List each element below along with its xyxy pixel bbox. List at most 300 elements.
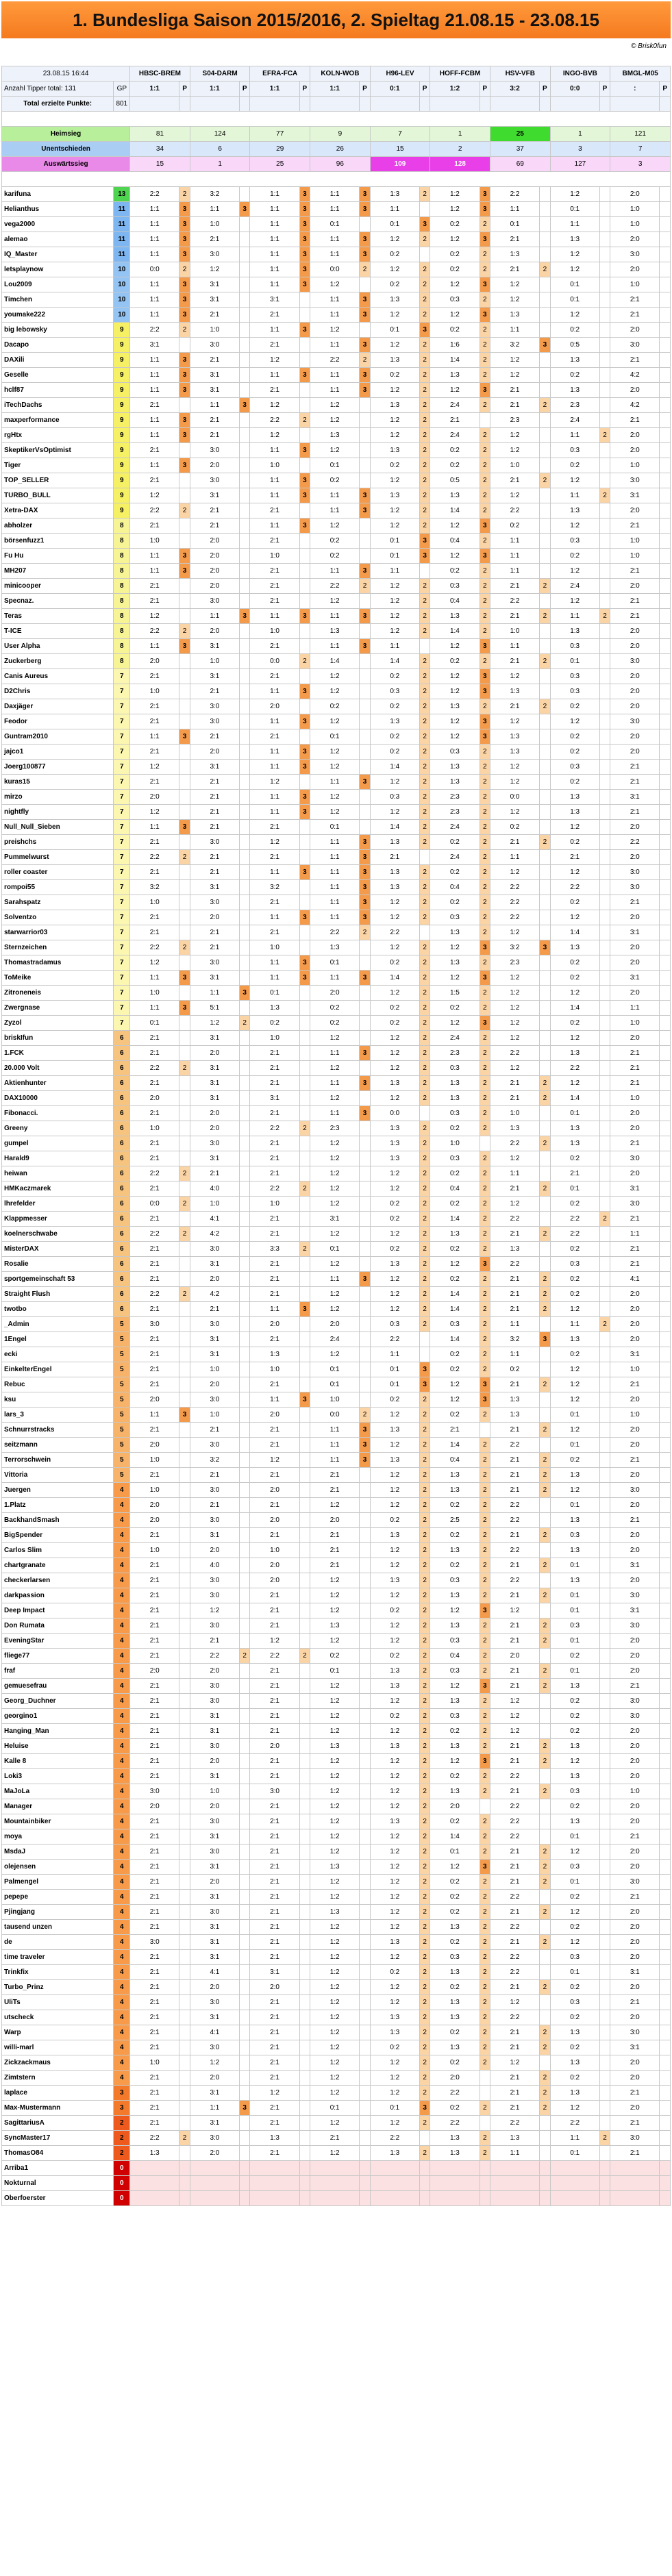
tip-points-cell: 2 [419,232,430,247]
tip-points-cell [540,684,550,699]
tip-cell: 1:3 [550,1573,599,1588]
tip-points-cell [240,1302,250,1317]
tip-points-cell [240,368,250,383]
tip-points-cell [240,1890,250,1905]
tip-cell: 0:1 [550,1181,599,1197]
tip-cell: 2:2 [490,187,539,202]
tip-cell: 1:2 [550,1362,599,1377]
tip-points-cell [540,549,550,564]
tip-points-cell [660,323,671,338]
tip-cell: 0:3 [430,1709,480,1724]
tip-cell: 1:0 [490,624,539,639]
tip-cell: 0:2 [550,1016,599,1031]
tip-cell: 1:2 [370,1588,419,1603]
tip-points-cell: 3 [299,323,310,338]
tip-points-cell [540,488,550,503]
tip-cell: 2:1 [610,775,660,790]
tip-points-cell: 2 [419,1151,430,1166]
tip-cell: 1:2 [430,202,480,217]
tip-cell: 2:1 [370,850,419,865]
tip-cell: 1:0 [130,1121,179,1136]
tip-points-cell [599,217,610,232]
player-gp-cell: 4 [114,1588,130,1603]
tip-points-cell [419,850,430,865]
tip-cell: 1:2 [550,473,599,488]
tip-cell: 2:1 [610,1513,660,1528]
tip-cell: 2:1 [610,1061,660,1076]
tip-points-cell [599,1995,610,2010]
tip-points-cell [179,1483,190,1498]
tip-cell: 2:0 [610,699,660,714]
tip-cell: 1:1 [250,971,299,986]
tip-points-cell: 3 [360,308,370,323]
tip-cell: 2:1 [130,1332,179,1347]
tip-cell: 3:2 [490,338,539,353]
tip-cell: 1:1 [250,518,299,534]
tip-points-cell [240,910,250,925]
player-name-cell: Zyzol [2,1016,114,1031]
tip-cell: 4:1 [190,1965,239,1980]
tip-cell: 3:0 [190,1694,239,1709]
player-name-cell: Rebuc [2,1377,114,1392]
tip-cell: 1:2 [370,1166,419,1181]
tip-cell: 5:1 [190,1001,239,1016]
tip-cell: 2:1 [130,1076,179,1091]
tip-points-cell [540,1769,550,1784]
tip-points-cell [240,2040,250,2055]
tip-cell: 2:1 [130,398,179,413]
tip-points-cell: 2 [419,1558,430,1573]
tip-points-cell: 2 [419,775,430,790]
tip-cell: 2:1 [130,1031,179,1046]
player-gp-cell: 4 [114,1603,130,1618]
tip-cell: 2:2 [130,2131,179,2146]
tip-points-cell: 2 [480,1302,490,1317]
tip-cell: 3:2 [250,880,299,895]
player-name-cell: iTechDachs [2,398,114,413]
tip-cell: 3:1 [190,1769,239,1784]
tip-points-cell [360,1151,370,1166]
tip-cell: 0:2 [370,1965,419,1980]
player-gp-cell: 6 [114,1031,130,1046]
tip-cell: 1:2 [370,1061,419,1076]
player-name-cell: abholzer [2,518,114,534]
tip-points-cell [299,1377,310,1392]
tip-cell: 1:3 [490,729,539,745]
blank-cell [179,97,190,112]
tip-points-cell: 2 [480,1483,490,1498]
tip-points-cell [240,488,250,503]
tip-points-cell: 2 [360,1408,370,1423]
tip-points-cell: 2 [299,413,310,428]
tip-points-cell [179,1618,190,1634]
match-name-cell: INGO-BVB [550,66,610,82]
tip-cell: 1:1 [310,292,360,308]
tip-cell: 0:2 [430,1498,480,1513]
tip-cell: 1:2 [370,1031,419,1046]
tip-points-cell: 2 [480,1091,490,1106]
player-name-cell: sportgemeinschaft 53 [2,1272,114,1287]
tip-points-cell [660,1528,671,1543]
tip-points-cell [240,1543,250,1558]
blank-cell [360,97,370,112]
player-row [2,624,671,639]
tip-cell: 2:2 [250,413,299,428]
tip-cell: 2:0 [610,1031,660,1046]
tip-cell: 1:1 [370,639,419,654]
tip-points-cell [179,1317,190,1332]
tip-cell: 2:0 [430,1799,480,1814]
tip-cell: 1:2 [310,1181,360,1197]
tip-cell: 2:1 [490,1227,539,1242]
tip-points-cell [540,534,550,549]
tip-cell: 0:2 [550,1694,599,1709]
player-row [2,669,671,684]
tip-cell: 2:1 [610,805,660,820]
tip-points-cell: 3 [480,714,490,729]
tip-points-cell: 2 [419,1408,430,1423]
tip-cell: 1:0 [250,940,299,955]
tip-points-cell: 2 [480,895,490,910]
tip-cell: 2:1 [490,2101,539,2116]
player-row [2,1121,671,1136]
tip-points-cell [599,262,610,277]
tip-points-cell: 2 [419,1197,430,1212]
tip-cell: 0:1 [430,1845,480,1860]
tip-cell: 1:2 [370,308,419,323]
player-name-cell: TURBO_BULL [2,488,114,503]
player-row [2,925,671,940]
player-name-cell: gemuesefrau [2,1679,114,1694]
tip-cell [550,2176,599,2191]
tip-cell: 2:2 [490,1136,539,1151]
tip-cell: 1:2 [250,428,299,443]
result-cell: 1:2 [430,82,480,97]
player-name-cell: chartgranate [2,1558,114,1573]
tip-points-cell [660,654,671,669]
tip-cell: 0:4 [430,594,480,609]
tip-cell: 0:2 [370,1603,419,1618]
tip-points-cell: 3 [299,805,310,820]
tip-cell: 1:0 [190,1197,239,1212]
tip-points-cell [179,1920,190,1935]
tip-points-cell [299,699,310,714]
tip-points-cell [540,443,550,458]
tip-points-cell [360,323,370,338]
tip-points-cell: 2 [419,1453,430,1468]
player-name-cell: HMKaczmarek [2,1181,114,1197]
tip-points-cell: 3 [179,820,190,835]
tip-cell: 1:3 [430,1995,480,2010]
tip-points-cell [660,2101,671,2116]
tip-cell: 2:1 [490,1181,539,1197]
player-gp-cell: 6 [114,1151,130,1166]
tip-cell: 1:1 [310,338,360,353]
tip-cell: 1:1 [310,1438,360,1453]
tip-cell: 2:1 [490,1377,539,1392]
tip-cell: 3:1 [190,1061,239,1076]
tip-points-cell [660,1061,671,1076]
tip-points-cell: 3 [360,187,370,202]
credit-label: © Brisk0fun [631,42,667,50]
player-row [2,1618,671,1634]
blank-cell [250,97,299,112]
tip-points-cell: 2 [419,277,430,292]
tip-cell: 1:2 [370,940,419,955]
tip-cell: 3:0 [190,1995,239,2010]
tip-points-cell: 2 [480,473,490,488]
tip-points-cell [540,1061,550,1076]
tip-cell: 2:1 [490,609,539,624]
tip-cell: 2:1 [250,1136,299,1151]
tip-cell: 1:2 [550,1392,599,1408]
tip-cell [250,2176,299,2191]
tip-points-cell [179,1438,190,1453]
tip-cell: 1:2 [370,1769,419,1784]
tip-cell: 1:2 [250,835,299,850]
tip-cell: 2:1 [250,1151,299,1166]
player-name-cell: Fibonacci. [2,1106,114,1121]
tip-cell: 2:2 [370,1332,419,1347]
player-gp-cell: 4 [114,1860,130,1875]
player-row [2,428,671,443]
tip-cell: 2:0 [190,1106,239,1121]
player-row [2,850,671,865]
tip-points-cell: 3 [419,534,430,549]
tip-points-cell [599,654,610,669]
tip-points-cell: 2 [419,865,430,880]
tip-cell: 1:3 [310,624,360,639]
tip-cell: 2:0 [610,1724,660,1739]
tip-points-cell: 2 [419,1980,430,1995]
tip-points-cell [660,925,671,940]
tip-points-cell [360,1980,370,1995]
tip-cell: 2:0 [190,549,239,564]
tip-cell: 2:1 [130,1709,179,1724]
tip-points-cell: 2 [419,1212,430,1227]
tip-cell: 1:2 [490,1694,539,1709]
tip-cell: 3:1 [190,292,239,308]
tip-points-cell [540,1543,550,1558]
tip-points-cell [299,1905,310,1920]
tip-points-cell [240,1001,250,1016]
tip-points-cell [240,338,250,353]
tip-cell: 1:2 [370,609,419,624]
tip-points-cell: 2 [480,1995,490,2010]
tip-points-cell [660,413,671,428]
player-name-cell: Zickzackmaus [2,2055,114,2071]
player-gp-cell: 8 [114,609,130,624]
tip-cell: 1:2 [550,1905,599,1920]
tip-points-cell [540,1649,550,1664]
tip-points-cell [660,1166,671,1181]
tip-points-cell [360,1618,370,1634]
tip-cell: 0:2 [550,1890,599,1905]
tip-cell: 2:0 [610,745,660,760]
tip-cell: 1:0 [190,1362,239,1377]
tip-cell: 3:0 [610,338,660,353]
tip-points-cell [179,1980,190,1995]
tip-cell: 1:2 [490,971,539,986]
player-gp-cell: 10 [114,308,130,323]
tip-cell: 2:1 [490,1302,539,1317]
tip-cell: 0:2 [370,1197,419,1212]
tip-cell: 1:2 [550,986,599,1001]
tip-cell: 0:1 [370,1362,419,1377]
player-name-cell: DAX10000 [2,1091,114,1106]
blank-cell [480,97,490,112]
player-gp-cell: 9 [114,413,130,428]
tip-cell: 1:0 [130,2055,179,2071]
tip-cell: 2:1 [250,1438,299,1453]
tip-cell: 1:2 [370,473,419,488]
tip-cell: 1:4 [370,654,419,669]
tip-points-cell: 3 [480,383,490,398]
tip-points-cell: 2 [480,353,490,368]
tip-cell: 1:2 [550,1483,599,1498]
tip-cell: 2:2 [490,1498,539,1513]
tip-cell: 2:1 [490,1287,539,1302]
tip-points-cell [240,760,250,775]
tip-cell: 1:1 [130,247,179,262]
tip-points-cell [240,1362,250,1377]
player-row [2,1543,671,1558]
tip-cell: 3:0 [610,473,660,488]
tip-points-cell [240,217,250,232]
tip-cell: 3:1 [190,1935,239,1950]
tip-cell: 2:0 [250,1980,299,1995]
tip-points-cell [599,684,610,699]
tip-cell: 1:2 [310,323,360,338]
tip-cell: 1:2 [310,1091,360,1106]
tip-points-cell: 3 [419,549,430,564]
tip-cell: 0:2 [550,1242,599,1257]
tip-points-cell: 2 [480,2101,490,2116]
tip-points-cell [599,624,610,639]
tip-cell [610,2176,660,2191]
tip-points-cell [240,1453,250,1468]
tip-cell: 1:2 [310,1799,360,1814]
tip-cell: 1:2 [310,1498,360,1513]
tip-cell: 3:1 [610,1603,660,1618]
player-row [2,217,671,232]
tip-points-cell [660,971,671,986]
tip-cell: 1:1 [490,202,539,217]
tip-points-cell [599,1634,610,1649]
tip-cell: 1:2 [430,1603,480,1618]
tip-cell: 1:1 [550,488,599,503]
tip-points-cell [599,1302,610,1317]
tip-points-cell [660,1513,671,1528]
tip-cell: 3:1 [190,1724,239,1739]
tip-points-cell [599,1618,610,1634]
player-name-cell: Max-Mustermann [2,2101,114,2116]
tip-cell: 3:1 [250,1091,299,1106]
tip-points-cell [360,669,370,684]
tip-cell: 2:0 [610,187,660,202]
tip-cell: 2:1 [490,1091,539,1106]
tip-points-cell [599,1181,610,1197]
tip-cell: 0:1 [550,654,599,669]
player-name-cell: Hanging_Man [2,1724,114,1739]
tip-cell: 1:3 [370,1151,419,1166]
tip-cell: 0:1 [310,2101,360,2116]
tip-points-cell [360,534,370,549]
tip-cell: 2:1 [250,1920,299,1935]
tip-cell: 2:2 [130,1166,179,1181]
tip-points-cell [299,1965,310,1980]
tip-points-cell [599,1814,610,1829]
tip-cell: 2:1 [490,1739,539,1754]
tip-cell: 2:1 [130,1739,179,1754]
player-row [2,594,671,609]
tip-cell: 2:0 [130,1392,179,1408]
tip-cell: 0:1 [370,2101,419,2116]
tip-cell: 1:3 [370,2146,419,2161]
tip-cell: 1:2 [490,443,539,458]
player-name-cell: Greeny [2,1121,114,1136]
tip-cell: 1:2 [370,1980,419,1995]
player-row [2,1890,671,1905]
tip-cell: 2:2 [490,503,539,518]
tip-points-cell [179,714,190,729]
tip-points-cell [540,1498,550,1513]
tip-points-cell [240,1784,250,1799]
tip-points-cell [599,2010,610,2025]
tip-points-cell: 3 [360,503,370,518]
player-row [2,1106,671,1121]
tip-points-cell [599,1392,610,1408]
player-gp-cell: 4 [114,1573,130,1588]
tip-points-cell: 2 [480,1362,490,1377]
tip-cell: 1:4 [430,624,480,639]
player-row [2,534,671,549]
tip-points-cell: 2 [540,1845,550,1860]
tip-cell: 0:2 [250,1016,299,1031]
tip-cell: 1:2 [370,579,419,594]
tip-points-cell [660,1362,671,1377]
tip-points-cell [240,820,250,835]
tip-points-cell [540,428,550,443]
tip-points-cell [240,1860,250,1875]
tip-points-cell [360,413,370,428]
tip-cell: 1:1 [310,910,360,925]
tip-cell: 2:1 [490,1860,539,1875]
tip-cell: 2:5 [430,1513,480,1528]
tip-cell: 3:0 [190,955,239,971]
player-gp-cell: 6 [114,1091,130,1106]
tip-points-cell [299,1709,310,1724]
tip-points-cell: 3 [299,910,310,925]
tip-points-cell [360,1061,370,1076]
tip-points-cell [599,473,610,488]
tip-cell: 2:1 [490,1588,539,1603]
player-name-cell: Thomastradamus [2,955,114,971]
tip-cell: 3:1 [190,1332,239,1347]
tip-points-cell [240,428,250,443]
tip-cell: 1:3 [370,292,419,308]
player-row [2,2131,671,2146]
tip-cell: 1:1 [130,639,179,654]
tip-points-cell: 2 [480,1905,490,1920]
tip-points-cell: 2 [540,2086,550,2101]
tip-points-cell: 2 [480,428,490,443]
tip-cell: 2:0 [610,955,660,971]
tip-cell: 1:2 [310,1061,360,1076]
player-gp-cell: 6 [114,1166,130,1181]
tip-cell: 1:2 [310,1302,360,1317]
tip-cell: 1:2 [250,398,299,413]
